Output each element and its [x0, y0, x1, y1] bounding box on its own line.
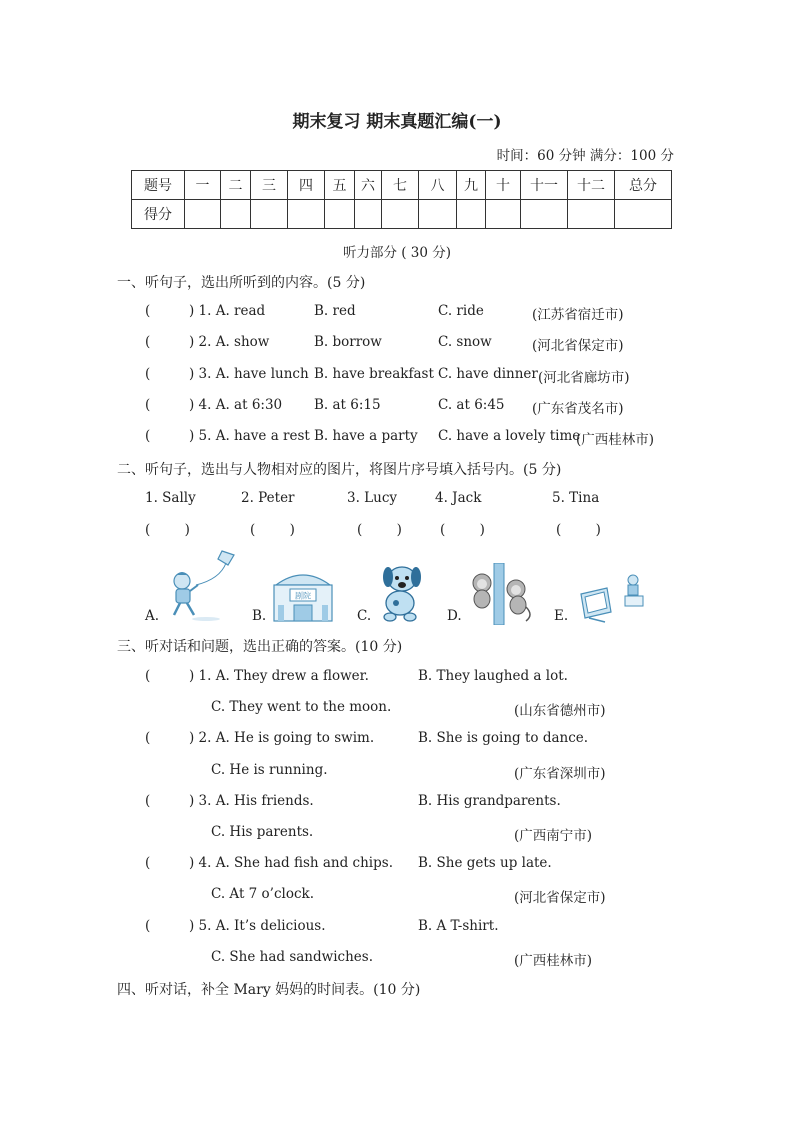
score-input-cell[interactable]: [382, 200, 419, 229]
question-source: (广东省深圳市): [514, 766, 606, 782]
option-c: C. at 6:45: [438, 397, 505, 413]
person-name: 5. Tina: [552, 490, 600, 506]
score-table-score-row: [132, 200, 672, 229]
score-cell: 五: [325, 171, 355, 200]
picture-label: A.: [145, 608, 160, 624]
score-row-label: 得分: [132, 200, 185, 229]
person-name: 3. Lucy: [347, 490, 398, 506]
answer-paren[interactable]: (: [145, 428, 151, 444]
question-source: (广西桂林市): [514, 953, 593, 969]
score-table-header-row: [132, 171, 672, 200]
section4-heading: 四、听对话，补全 Mary 妈妈的时间表。(10 分): [117, 982, 421, 998]
answer-paren[interactable]: (: [145, 334, 151, 350]
score-input-cell[interactable]: [419, 200, 457, 229]
option-b: B. His grandparents.: [418, 793, 561, 809]
option-c: C. She had sandwiches.: [211, 949, 373, 965]
question-stem: ) 4. A. at 6:30: [189, 397, 283, 413]
option-b: B. They laughed a lot.: [418, 668, 568, 684]
option-c: C. have dinner: [438, 366, 538, 382]
option-a: ) 3. A. His friends.: [189, 793, 314, 809]
option-b: B. borrow: [314, 334, 382, 350]
answer-paren[interactable]: (: [145, 366, 151, 382]
option-c: C. ride: [438, 303, 484, 319]
score-cell: 十一: [521, 171, 568, 200]
question-stem: ) 3. A. have lunch: [189, 366, 309, 382]
option-b: B. A T-shirt.: [418, 918, 499, 934]
kite-boy-picture: [160, 545, 240, 623]
score-cell: 九: [457, 171, 486, 200]
option-c: C. snow: [438, 334, 492, 350]
answer-paren[interactable]: (: [145, 303, 151, 319]
question-stem: ) 1. A. read: [189, 303, 266, 319]
option-b: B. have a party: [314, 428, 418, 444]
score-input-cell[interactable]: [568, 200, 615, 229]
answer-paren[interactable]: (: [145, 793, 151, 809]
answer-paren[interactable]: ( ): [440, 522, 485, 538]
theatre-sign: 剧院: [295, 591, 311, 601]
question-source: (河北省廊坊市): [538, 370, 630, 386]
score-cell: 七: [382, 171, 419, 200]
person-name: 2. Peter: [241, 490, 295, 506]
listening-part-header: 听力部分 ( 30 分): [342, 245, 452, 261]
score-cell: 一: [185, 171, 221, 200]
option-c: C. At 7 o’clock.: [211, 886, 314, 902]
question-source: (河北省保定市): [514, 890, 606, 906]
score-input-cell[interactable]: [325, 200, 355, 229]
question-stem: ) 5. A. have a rest: [189, 428, 310, 444]
question-stem: ) 2. A. show: [189, 334, 270, 350]
option-b: B. red: [314, 303, 356, 319]
time-and-score-info: 时间：60 分钟 满分：100 分: [496, 148, 674, 164]
picture-label: B.: [252, 608, 267, 624]
question-source: (广西南宁市): [514, 828, 593, 844]
answer-paren[interactable]: ( ): [250, 522, 295, 538]
score-input-cell[interactable]: [521, 200, 568, 229]
option-c: C. have a lovely time: [438, 428, 581, 444]
picture-label: E.: [554, 608, 569, 624]
answer-paren[interactable]: (: [145, 855, 151, 871]
score-cell: 十二: [568, 171, 615, 200]
score-input-cell[interactable]: [615, 200, 672, 229]
question-source: (山东省德州市): [514, 703, 606, 719]
person-name: 4. Jack: [435, 490, 482, 506]
score-input-cell[interactable]: [185, 200, 221, 229]
answer-paren[interactable]: (: [145, 397, 151, 413]
score-input-cell[interactable]: [251, 200, 288, 229]
answer-paren[interactable]: (: [145, 918, 151, 934]
score-input-cell[interactable]: [355, 200, 382, 229]
option-b: B. have breakfast: [314, 366, 434, 382]
score-cell: 总分: [615, 171, 672, 200]
option-c: C. His parents.: [211, 824, 314, 840]
option-a: ) 5. A. It’s delicious.: [189, 918, 326, 934]
dog-picture: [372, 563, 430, 623]
option-b: B. at 6:15: [314, 397, 381, 413]
score-cell: 十: [486, 171, 521, 200]
score-table: [131, 170, 672, 229]
score-cell: 三: [251, 171, 288, 200]
section2-heading: 二、听句子，选出与人物相对应的图片，将图片序号填入括号内。(5 分): [117, 462, 562, 478]
tv-picture: [575, 572, 647, 624]
answer-paren[interactable]: (: [145, 730, 151, 746]
question-source: (江苏省宿迁市): [532, 307, 624, 323]
option-b: B. She gets up late.: [418, 855, 552, 871]
option-c: C. He is running.: [211, 762, 328, 778]
section3-heading: 三、听对话和问题，选出正确的答案。(10 分): [117, 639, 403, 655]
answer-paren[interactable]: ( ): [357, 522, 402, 538]
score-input-cell[interactable]: [457, 200, 486, 229]
question-source: (广西桂林市): [576, 432, 655, 448]
option-a: ) 4. A. She had fish and chips.: [189, 855, 393, 871]
option-a: ) 2. A. He is going to swim.: [189, 730, 375, 746]
score-cell: 四: [288, 171, 325, 200]
option-a: ) 1. A. They drew a flower.: [189, 668, 369, 684]
picture-label: C.: [357, 608, 372, 624]
monkeys-picture: [468, 563, 534, 625]
score-input-cell[interactable]: [288, 200, 325, 229]
score-cell: 八: [419, 171, 457, 200]
section1-heading: 一、听句子，选出所听到的内容。(5 分): [117, 275, 366, 291]
answer-paren[interactable]: (: [145, 668, 151, 684]
score-input-cell[interactable]: [221, 200, 251, 229]
answer-paren[interactable]: ( ): [556, 522, 601, 538]
score-cell: 题号: [132, 171, 185, 200]
score-cell: 六: [355, 171, 382, 200]
option-b: B. She is going to dance.: [418, 730, 589, 746]
picture-label: D.: [447, 608, 462, 624]
question-source: (广东省茂名市): [532, 401, 624, 417]
theatre-picture: [268, 565, 338, 623]
score-cell: 二: [221, 171, 251, 200]
page-title: 期末复习 期末真题汇编(一): [292, 112, 502, 132]
score-input-cell[interactable]: [486, 200, 521, 229]
person-name: 1. Sally: [145, 490, 196, 506]
question-source: (河北省保定市): [532, 338, 624, 354]
option-c: C. They went to the moon.: [211, 699, 392, 715]
answer-paren[interactable]: ( ): [145, 522, 190, 538]
